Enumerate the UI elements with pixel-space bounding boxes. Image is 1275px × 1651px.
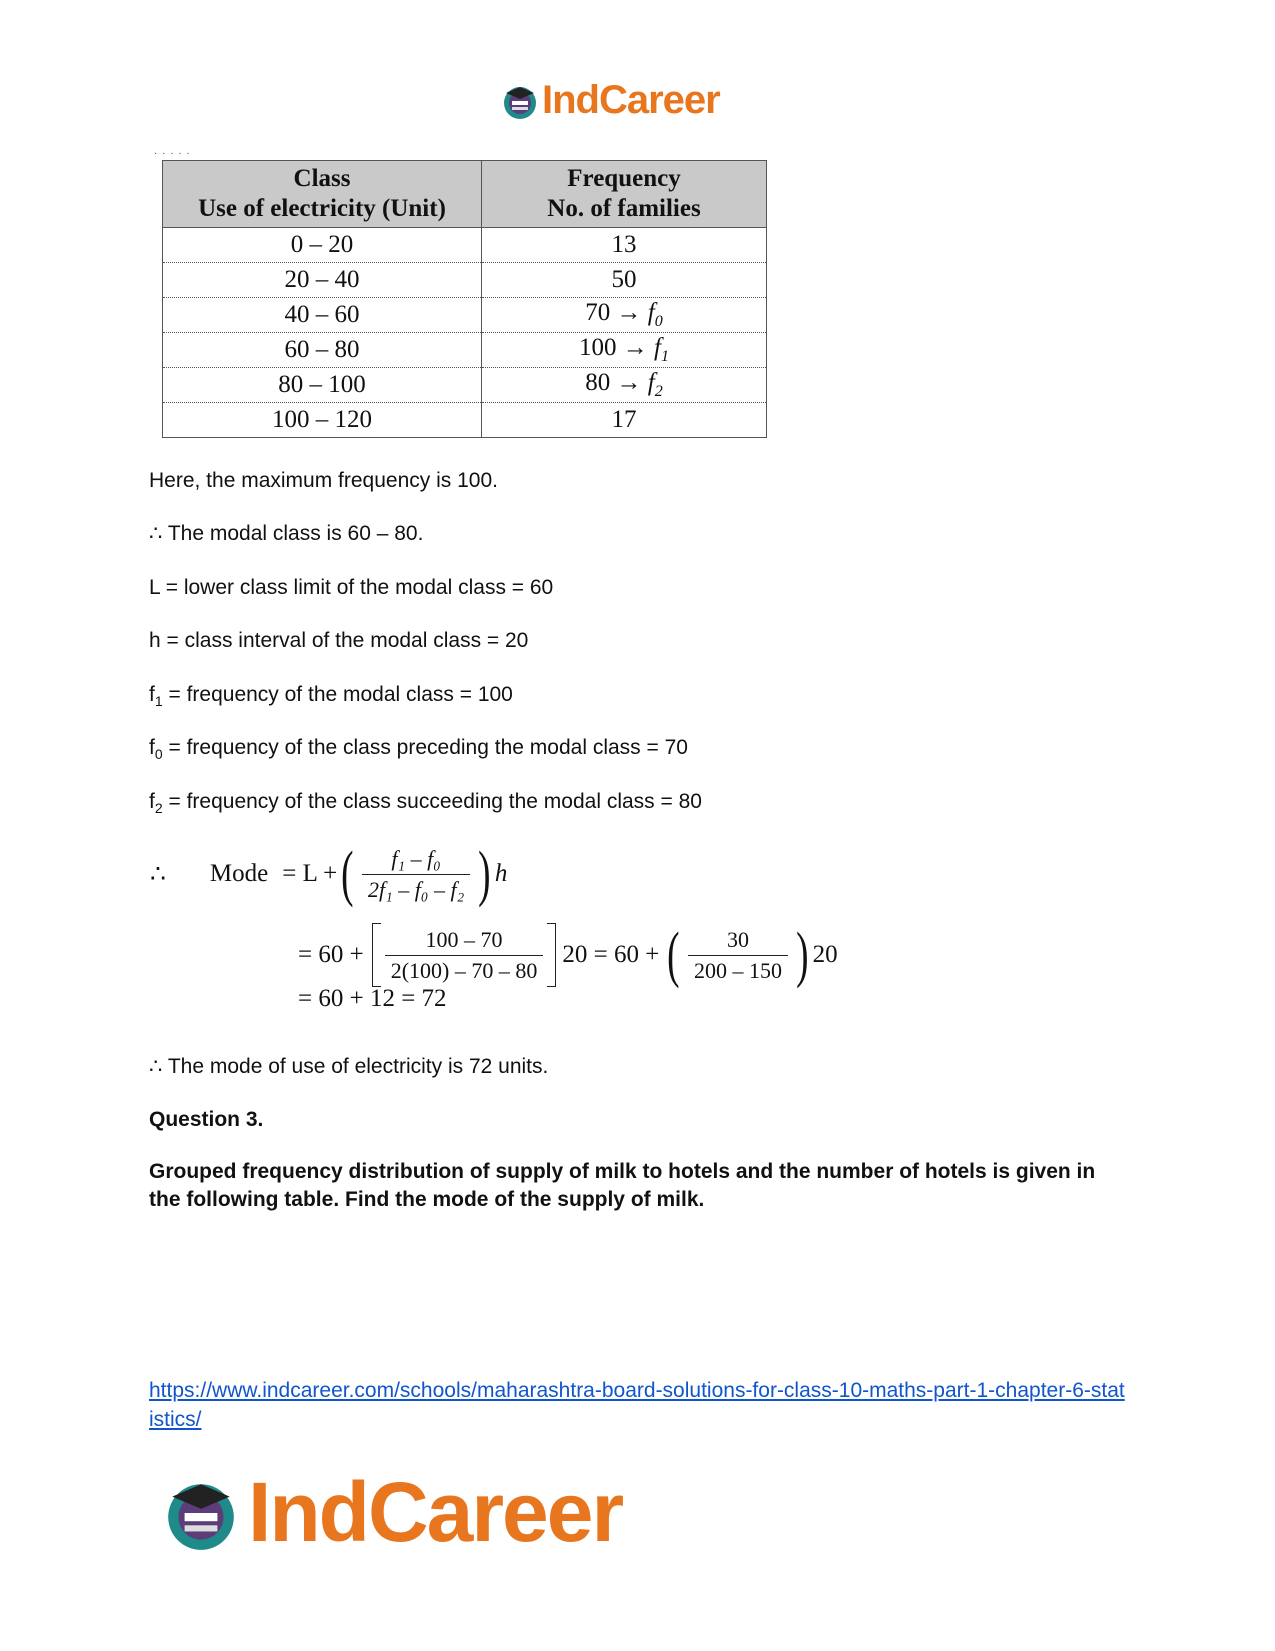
table-row — [163, 368, 767, 403]
f1-line: $f_1$ = frequency of the modal class = 100 — [149, 683, 513, 710]
table-row — [163, 298, 767, 333]
frequency-cell: $70 \to f_0$ — [482, 298, 767, 333]
graduation-cap-icon — [500, 81, 540, 121]
modal-class-line: ∴ The modal class is 60 – 80. — [149, 522, 424, 545]
footer-logo — [160, 1464, 622, 1561]
simplified-fraction: $\frac{30}{200 - 150}$ — [688, 927, 788, 984]
table-row — [163, 403, 767, 438]
class-cell: 80 – 100 — [163, 368, 482, 403]
class-cell: 0 – 20 — [163, 228, 482, 263]
formula-fraction: $\frac{\text{f₁ – f₀}}{\text{2f₁ – f₀ – f₂}}$ — [362, 846, 470, 903]
question-title: Question 3. — [149, 1108, 264, 1131]
table-row — [163, 333, 767, 368]
cropped-text-fragment: · · · · · — [154, 148, 191, 159]
frequency-cell: $80 \to f_2$ — [482, 368, 767, 403]
header-frequency: Frequency No. of families — [482, 161, 767, 228]
class-cell: 20 – 40 — [163, 263, 482, 298]
f2-line: $f_2$ = frequency of the class succeeding the modal class = 80 — [149, 790, 702, 817]
frequency-cell: 17 — [482, 403, 767, 438]
formula-line-3: = 60 + 12 = 72 — [298, 985, 447, 1012]
lower-limit-line: L = lower class limit of the modal class = 60 — [149, 576, 554, 599]
graduation-cap-icon — [160, 1472, 242, 1554]
substituted-fraction: $\frac{100 - 70}{2(100) - 70 - 80}$ — [385, 927, 544, 984]
frequency-table — [162, 160, 767, 438]
header-logo — [500, 78, 720, 123]
class-interval-line: h = class interval of the modal class = 20 — [149, 629, 529, 652]
table-row — [163, 263, 767, 298]
max-frequency-line: Here, the maximum frequency is 100. — [149, 469, 498, 492]
frequency-cell: 50 — [482, 263, 767, 298]
formula-line-1: ∴ Mode = L + ( $\frac{\text{f₁ – f₀}}{\text{2f₁ – f₀ – f₂}}$ ) h — [150, 840, 508, 908]
formula-line-2: = 60 + $\frac{100 - 70}{2(100) - 70 - 80}$ 20 = 60 + ( $\frac{30}{200 - 150}$ ) 20 — [298, 921, 838, 989]
table-row — [163, 228, 767, 263]
logo-text: IndCareer — [248, 1465, 623, 1559]
frequency-table-wrap — [150, 150, 767, 438]
class-cell: 40 – 60 — [163, 298, 482, 333]
logo-text: IndCareer — [542, 78, 720, 122]
conclusion-line: ∴ The mode of use of electricity is 72 units. — [149, 1055, 549, 1078]
header-class: Class Use of electricity (Unit) — [163, 161, 482, 228]
frequency-cell: $100 \to f_1$ — [482, 333, 767, 368]
source-link[interactable]: https://www.indcareer.com/schools/maharashtra-board-solutions-for-class-10-maths-part-1-chapter-6-statistics/ — [149, 1379, 1125, 1431]
frequency-cell: 13 — [482, 228, 767, 263]
question-text: Grouped frequency distribution of supply of milk to hotels and the number of hotels is given in the following table. Find the mode of the supply of milk. — [149, 1160, 1096, 1211]
f0-line: $f_0$ = frequency of the class preceding the modal class = 70 — [149, 736, 688, 763]
class-cell: 60 – 80 — [163, 333, 482, 368]
class-cell: 100 – 120 — [163, 403, 482, 438]
